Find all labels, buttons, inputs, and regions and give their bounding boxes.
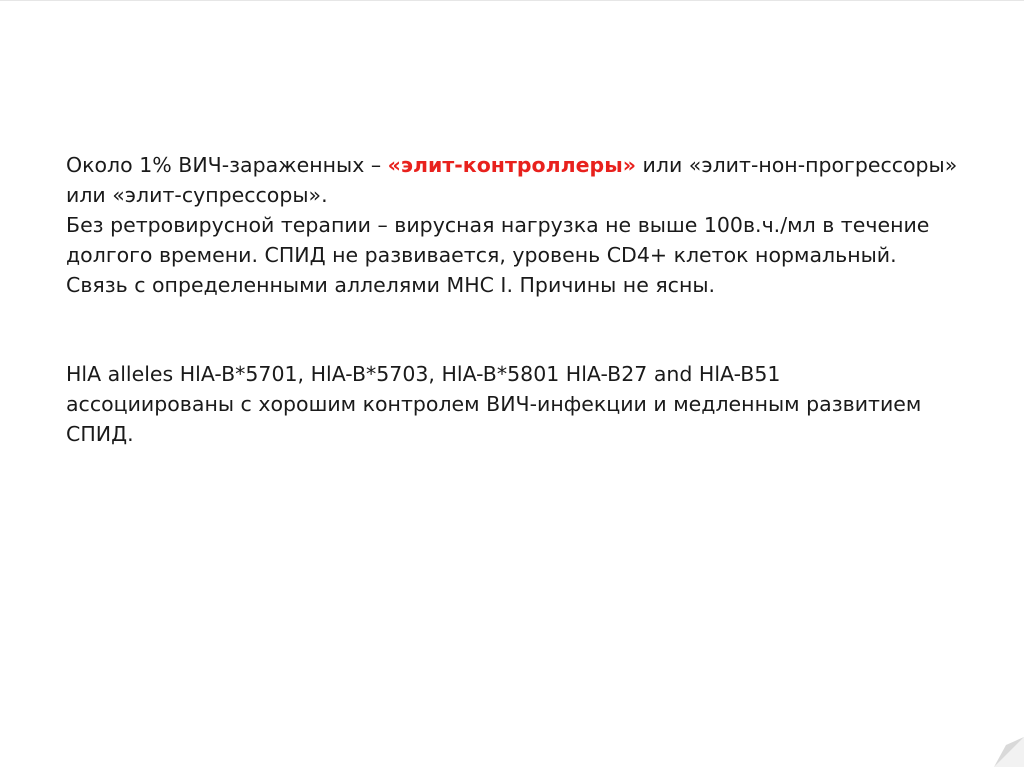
line-prefix: Около 1% ВИЧ-зараженных – — [66, 153, 388, 177]
slide-top-border — [0, 0, 1024, 1]
paragraph-line: HlA alleles HlA-B*5701, HlA-B*5703, HlA-B*5801 HlA-B27 and HlA-B51 — [66, 362, 781, 386]
paragraph-line: СПИД. — [66, 422, 134, 446]
paragraph-line: ассоциированы с хорошим контролем ВИЧ-инфекции и медленным развитием — [66, 392, 922, 416]
highlighted-term: «элит-контроллеры» — [387, 153, 636, 177]
line-suffix: или «элит-нон-прогрессоры» — [636, 153, 958, 177]
paragraph-line: или «элит-супрессоры». — [66, 183, 328, 207]
paragraph-line: Без ретровирусной терапии – вирусная нагрузка не выше 100в.ч./мл в течение — [66, 213, 930, 237]
paragraph-line: долгого времени. СПИД не развивается, уровень CD4+ клеток нормальный. — [66, 243, 897, 267]
paragraph-hla-alleles — [66, 359, 966, 449]
paragraph-elite-controllers — [66, 150, 966, 300]
paragraph-line: Связь с определенными аллелями МНС I. Причины не ясны. — [66, 273, 716, 297]
paragraph-line — [66, 150, 966, 180]
page-curl-decoration — [984, 737, 1024, 767]
